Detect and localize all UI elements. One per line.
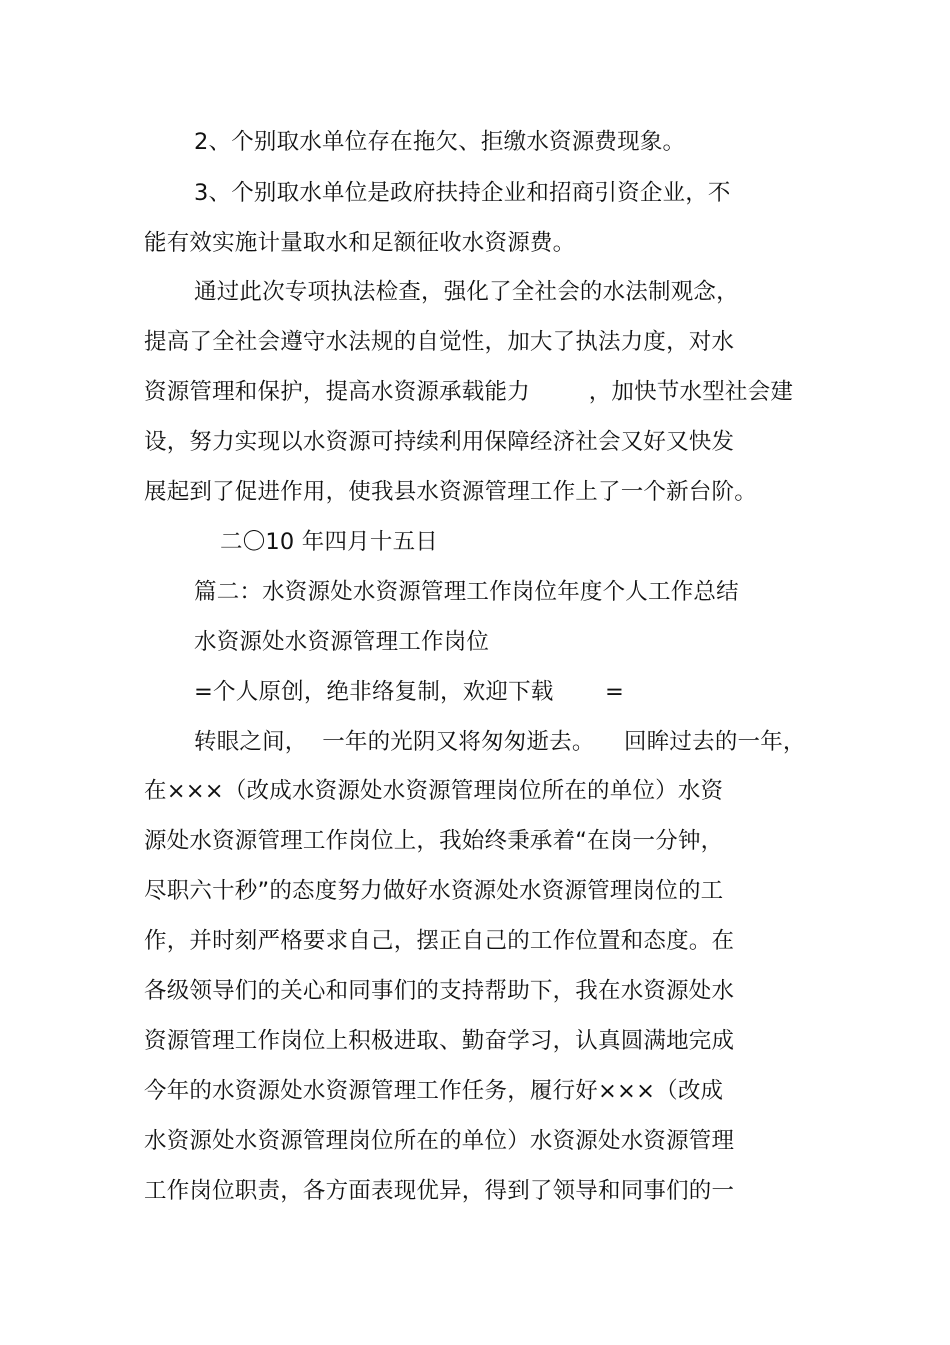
text-line-6: 资源管理和保护，提高水资源承载能力 ，加快节水型社会建	[144, 379, 794, 405]
text-line-14: 在×××（改成水资源处水资源管理岗位所在的单位）水资	[144, 778, 724, 804]
text-line-19: 资源管理工作岗位上积极进取、勤奋学习，认真圆满地完成	[144, 1028, 735, 1054]
text-line-5: 提高了全社会遵守水法规的自觉性，加大了执法力度，对水	[144, 329, 735, 355]
text-line-18: 各级领导们的关心和同事们的支持帮助下，我在水资源处水	[144, 978, 735, 1004]
date-line: 二〇10 年四月十五日	[220, 529, 438, 555]
text-line-16: 尽职六十秒”的态度努力做好水资源处水资源管理岗位的工	[144, 878, 724, 904]
section-subtitle: 水资源处水资源管理工作岗位	[194, 629, 490, 655]
text-line-17: 作，并时刻严格要求自己，摆正自己的工作位置和态度。在	[144, 928, 735, 954]
section-heading: 篇二：水资源处水资源管理工作岗位年度个人工作总结	[194, 579, 739, 605]
original-notice: =个人原创，绝非络复制，欢迎下载 =	[194, 679, 625, 705]
text-line-21: 水资源处水资源管理岗位所在的单位）水资源处水资源管理	[144, 1128, 735, 1154]
text-line-7: 设，努力实现以水资源可持续利用保障经济社会又好又快发	[144, 429, 735, 455]
text-line-3: 能有效实施计量取水和足额征收水资源费。	[144, 230, 576, 256]
text-line-20: 今年的水资源处水资源管理工作任务，履行好×××（改成	[144, 1078, 724, 1104]
text-line-13: 转眼之间， 一年的光阴又将匆匆逝去。 回眸过去的一年，	[194, 729, 806, 755]
text-line-22: 工作岗位职责，各方面表现优异，得到了领导和同事们的一	[144, 1178, 735, 1204]
text-line-1: 2、个别取水单位存在拖欠、拒缴水资源费现象。	[194, 129, 686, 155]
text-line-2: 3、个别取水单位是政府扶持企业和招商引资企业，不	[194, 180, 731, 206]
text-line-4: 通过此次专项执法检查，强化了全社会的水法制观念，	[194, 279, 739, 305]
text-line-15: 源处水资源管理工作岗位上，我始终秉承着“在岗一分钟，	[144, 828, 724, 854]
text-line-8: 展起到了促进作用，使我县水资源管理工作上了一个新台阶。	[144, 479, 757, 505]
